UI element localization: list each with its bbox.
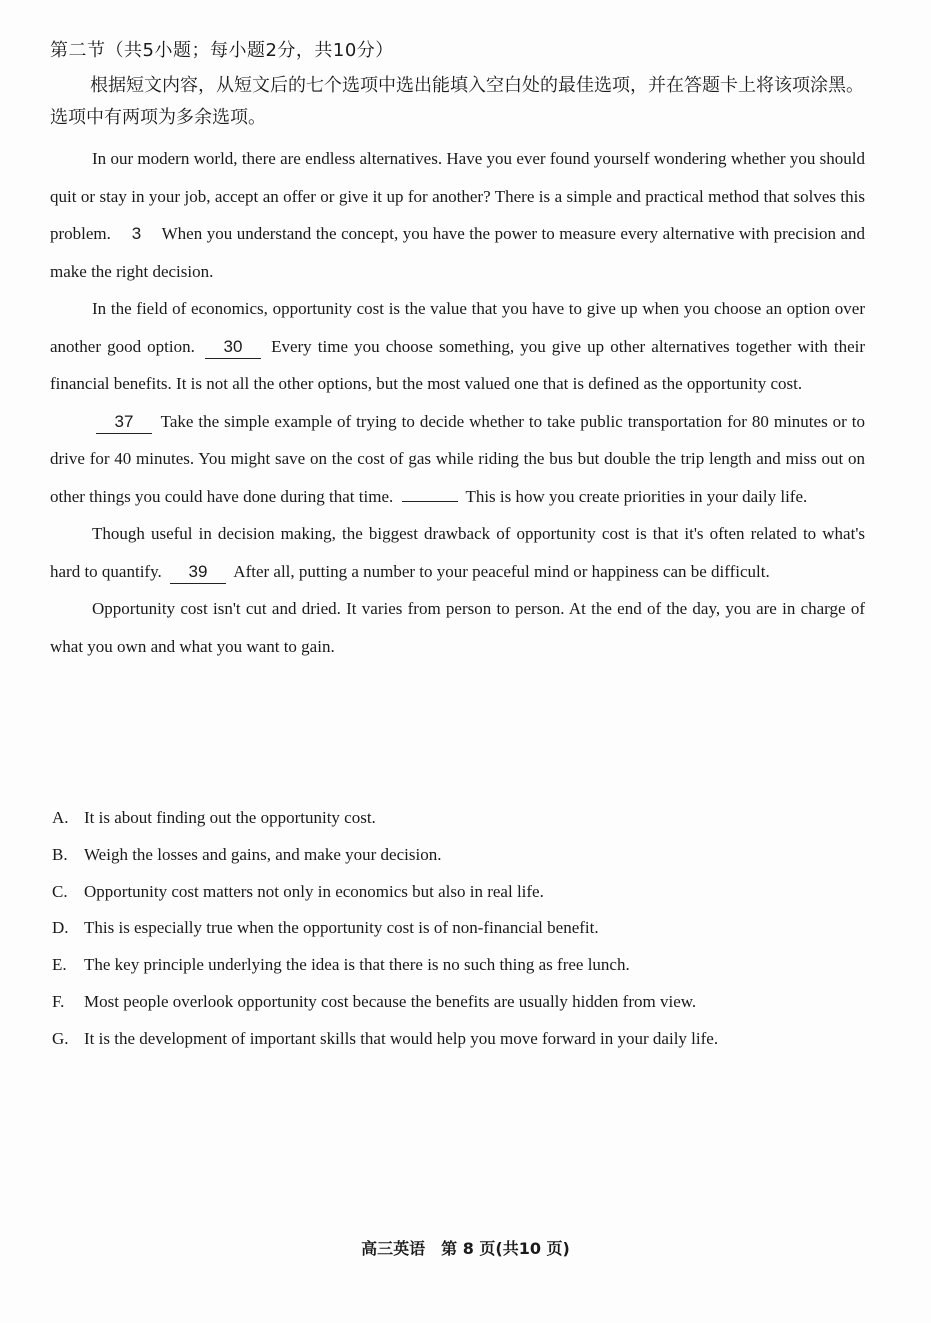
option-text: The key principle underlying the idea is that there is no such thing as free lunch. bbox=[84, 955, 630, 975]
paragraph-3-text-a: Take the simple example of trying to decide whether to take public transportation for 80 minutes or to drive for 40 minutes. You might save on the cost of gas while riding the bus but double the trip length and miss out on other things you could have done during that time. bbox=[50, 411, 865, 506]
reading-passage bbox=[50, 140, 865, 665]
option-text: Weigh the losses and gains, and make your decision. bbox=[84, 844, 442, 864]
option-letter: E. bbox=[52, 955, 67, 975]
paragraph-3-text-b: This is how you create priorities in your daily life. bbox=[465, 486, 808, 506]
option-text: Opportunity cost matters not only in economics but also in real life. bbox=[84, 881, 544, 901]
option-e bbox=[52, 947, 872, 984]
option-d bbox=[52, 910, 872, 947]
option-letter: C. bbox=[52, 881, 68, 901]
instructions: 根据短文内容，从短文后的七个选项中选出能填入空白处的最佳选项，并在答题卡上将该项涂黑。选项中有两项为多余选项。 bbox=[50, 75, 864, 128]
paragraph-2-text-a: In the field of economics, opportunity cost is the value that you have to give up when you choose an option over another good option. bbox=[50, 299, 865, 356]
paragraph-2 bbox=[50, 290, 865, 403]
option-letter: F. bbox=[52, 991, 65, 1011]
option-text: This is especially true when the opportunity cost is of non-financial benefit. bbox=[84, 918, 599, 938]
page-footer: 高三英语 第 8 页(共10 页) bbox=[361, 1239, 570, 1258]
paragraph-4 bbox=[50, 515, 865, 590]
option-text: It is the development of important skills that would help you move forward in your daily life. bbox=[84, 1028, 719, 1048]
paragraph-5 bbox=[50, 590, 865, 665]
paragraph-4-text-a: Though useful in decision making, the biggest drawback of opportunity cost is that it's often related to what's hard to quantify. bbox=[50, 524, 865, 581]
blank-40: 39 bbox=[170, 561, 226, 584]
blank-36: 3 bbox=[131, 224, 142, 243]
option-a bbox=[52, 800, 872, 837]
option-f bbox=[52, 984, 872, 1021]
paragraph-1-text-a: In our modern world, there are endless alternatives. Have you ever found yourself wondering whether you should quit or stay in your job, accept an offer or give it up for another? There is a simple and practical method that solves this problem. bbox=[50, 149, 865, 243]
option-b bbox=[52, 837, 872, 874]
paragraph-1 bbox=[50, 140, 865, 290]
paragraph-5-text: Opportunity cost isn't cut and dried. It varies from person to person. At the end of the day, you are in charge of what you own and what you want to gain. bbox=[50, 599, 865, 656]
answer-options bbox=[52, 800, 872, 1058]
option-letter: D. bbox=[52, 918, 69, 938]
option-c bbox=[52, 874, 872, 911]
option-letter: B. bbox=[52, 844, 68, 864]
option-text: It is about finding out the opportunity cost. bbox=[84, 808, 376, 827]
paragraph-2-text-b: Every time you choose something, you give up other alternatives together with their financial benefits. It is not all the other options, but the most valued one that is defined as the opportunity cost. bbox=[50, 336, 866, 393]
paragraph-3 bbox=[50, 403, 865, 516]
blank-39 bbox=[402, 501, 458, 502]
blank-38: 37 bbox=[96, 411, 152, 434]
paragraph-4-text-b: After all, putting a number to your peaceful mind or happiness can be difficult. bbox=[233, 561, 770, 581]
option-letter: A. bbox=[52, 808, 69, 827]
option-letter: G. bbox=[52, 1028, 69, 1048]
option-text: Most people overlook opportunity cost because the benefits are usually hidden from view. bbox=[84, 991, 697, 1011]
option-g bbox=[52, 1021, 872, 1058]
paragraph-1-text-b: When you understand the concept, you have the power to measure every alternative with precision and make the right decision. bbox=[50, 224, 865, 281]
blank-37: 30 bbox=[205, 336, 261, 359]
section-title: 第二节（共5小题；每小题2分，共10分） bbox=[50, 40, 394, 61]
